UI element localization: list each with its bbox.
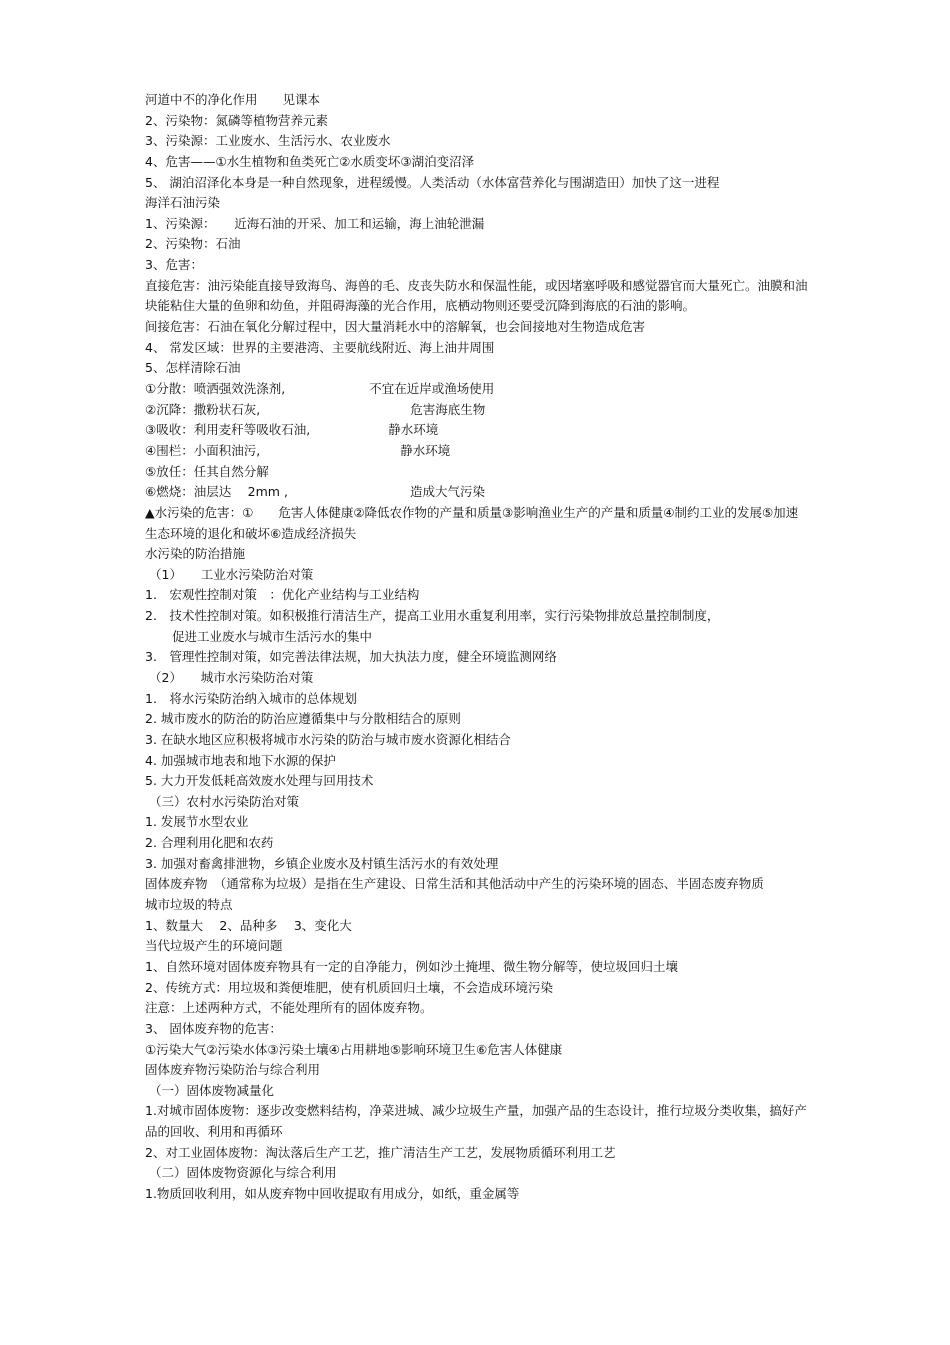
text-line bbox=[145, 255, 810, 276]
text-line bbox=[145, 1143, 810, 1164]
text-line bbox=[145, 482, 810, 503]
line-text: 固体废弃物污染防治与综合利用 bbox=[145, 1062, 321, 1078]
line-text: 4、 常发区域：世界的主要港湾、主要航线附近、海上油井周围 bbox=[145, 339, 495, 355]
line-text: 2. 城市废水的防治的防治应遵循集中与分散相结合的原则 bbox=[145, 711, 461, 727]
text-line bbox=[145, 1184, 810, 1205]
text-line bbox=[145, 503, 810, 544]
line-text: ①污染大气②污染水体③污染土壤④占用耕地⑤影响环境卫生⑥危害人体健康 bbox=[145, 1041, 563, 1057]
text-line bbox=[145, 544, 810, 565]
line-text: 1、自然环境对固体废弃物具有一定的自净能力，例如沙土掩埋、微生物分解等，使垃圾回归土壤 bbox=[145, 958, 678, 974]
line-text: 5、怎样清除石油 bbox=[145, 360, 241, 376]
text-line bbox=[145, 978, 810, 999]
line-text: 5、 湖泊沼泽化本身是一种自然现象，进程缓慢。人类活动（水体富营养化与围湖造田）加快了这一进程 bbox=[145, 174, 720, 190]
line-text: 2、传统方式：用垃圾和粪便堆肥，使有机质回归土壤，不会造成环境污染 bbox=[145, 979, 553, 995]
text-line bbox=[145, 131, 810, 152]
line-text: 1. 将水污染防治纳入城市的总体规划 bbox=[145, 690, 357, 706]
text-line bbox=[145, 585, 810, 606]
line-note: 造成大气污染 bbox=[409, 484, 485, 500]
line-text: 4. 加强城市地表和地下水源的保护 bbox=[145, 752, 336, 768]
text-line bbox=[145, 627, 810, 648]
text-line bbox=[145, 668, 810, 689]
text-line bbox=[145, 317, 810, 338]
line-text: 1. 宏观性控制对策 ：优化产业结构与工业结构 bbox=[145, 587, 420, 603]
line-text: 1.物质回收利用，如从废弃物中回收提取有用成分，如纸，重金属等 bbox=[145, 1186, 520, 1202]
line-text: 1、数量大 2、品种多 3、变化大 bbox=[145, 917, 352, 933]
text-line bbox=[145, 916, 810, 937]
text-line bbox=[145, 400, 810, 421]
text-line bbox=[145, 379, 810, 400]
line-text: 4、危害——①水生植物和鱼类死亡②水质变坏③湖泊变沼泽 bbox=[145, 153, 475, 169]
line-text: （一）固体废物减量化 bbox=[149, 1082, 275, 1098]
line-text: 3、污染源：工业废水、生活污水、农业废水 bbox=[145, 133, 391, 149]
line-text: 5. 大力开发低耗高效废水处理与回用技术 bbox=[145, 773, 374, 789]
line-text: 1.对城市固体废物：逐步改变燃料结构，净菜进城、减少垃圾生产量，加强产品的生态设计，推行垃圾分类收集，搞好产品的回收、利用和再循环 bbox=[145, 1103, 807, 1140]
text-line bbox=[145, 1163, 810, 1184]
line-text: 海洋石油污染 bbox=[145, 195, 221, 211]
line-text: 2、对工业固体废物：淘汰落后生产工艺，推广清洁生产工艺，发展物质循环利用工艺 bbox=[145, 1144, 616, 1160]
line-note: 不宜在近岸或渔场使用 bbox=[369, 381, 495, 396]
text-line bbox=[145, 998, 810, 1019]
text-line bbox=[145, 358, 810, 379]
text-line bbox=[145, 689, 810, 710]
text-line bbox=[145, 1081, 810, 1102]
text-line bbox=[145, 338, 810, 359]
line-text: 2、污染物：石油 bbox=[145, 236, 241, 252]
line-text: 促进工业废水与城市生活污水的集中 bbox=[172, 628, 373, 644]
text-line bbox=[145, 152, 810, 173]
text-line bbox=[145, 462, 810, 483]
text-line bbox=[145, 193, 810, 214]
line-text: ②沉降：撒粉状石灰, bbox=[145, 401, 261, 417]
line-text: ③吸收：利用麦秆等吸收石油, bbox=[145, 422, 311, 438]
line-text: 间接危害：石油在氧化分解过程中，因大量消耗水中的溶解氧，也会间接地对生物造成危害 bbox=[145, 319, 646, 335]
line-text: 2. 技术性控制对策。如积极推行清洁生产，提高工业用水重复利用率，实行污染物排放总量控制制度， bbox=[145, 608, 720, 624]
line-text: 3. 管理性控制对策，如完善法律法规，加大执法力度，健全环境监测网络 bbox=[145, 649, 557, 665]
text-line bbox=[145, 441, 810, 462]
text-line bbox=[145, 647, 810, 668]
line-text: 2、污染物：氮磷等植物营养元素 bbox=[145, 112, 328, 128]
line-text: 3. 加强对畜禽排泄物，乡镇企业废水及村镇生活污水的有效处理 bbox=[145, 855, 499, 871]
text-line bbox=[145, 874, 810, 895]
line-text: （1） 工业水污染防治对策 bbox=[149, 566, 314, 582]
text-line bbox=[145, 565, 810, 586]
line-text: ①分散：喷洒强效洗涤剂, bbox=[145, 381, 286, 396]
line-note: 危害海底生物 bbox=[410, 401, 486, 417]
text-line bbox=[145, 895, 810, 916]
text-line bbox=[145, 771, 810, 792]
line-text: ④围栏：小面积油污, bbox=[145, 442, 261, 458]
text-line bbox=[145, 936, 810, 957]
text-line bbox=[145, 1101, 810, 1142]
text-line bbox=[145, 420, 810, 441]
text-line bbox=[145, 854, 810, 875]
text-line bbox=[145, 751, 810, 772]
line-text: 3、危害： bbox=[145, 257, 203, 273]
text-line bbox=[145, 709, 810, 730]
line-text: （2） 城市水污染防治对策 bbox=[149, 670, 314, 685]
line-text: ⑥燃烧：油层达 2mm , bbox=[145, 484, 288, 500]
line-note: 静水环境 bbox=[388, 422, 439, 438]
line-text: 1、污染源： 近海石油的开采、加工和运输，海上油轮泄漏 bbox=[145, 215, 485, 231]
text-line bbox=[145, 111, 810, 132]
text-line bbox=[145, 173, 810, 194]
line-text: 2. 合理利用化肥和农药 bbox=[145, 835, 274, 851]
text-line bbox=[145, 792, 810, 813]
line-text: 3. 在缺水地区应积极将城市水污染的防治与城市废水资源化相结合 bbox=[145, 731, 511, 747]
line-text: 注意：上述两种方式，不能处理所有的固体废弃物。 bbox=[145, 1000, 433, 1016]
line-text: 3、 固体废弃物的危害： bbox=[145, 1020, 282, 1036]
text-line bbox=[145, 90, 810, 111]
document-page bbox=[145, 90, 810, 1205]
text-line bbox=[145, 1019, 810, 1040]
text-line bbox=[145, 957, 810, 978]
text-line bbox=[145, 214, 810, 235]
text-line bbox=[145, 606, 810, 627]
line-text: （三）农村水污染防治对策 bbox=[149, 793, 300, 809]
line-text: ▲水污染的危害：① 危害人体健康②降低农作物的产量和质量③影响渔业生产的产量和质量④制约工业的发展⑤加速生态环境的退化和破坏⑥造成经济损失 bbox=[145, 504, 799, 541]
line-text: ⑤放任：任其自然分解 bbox=[145, 463, 269, 479]
line-text: 1. 发展节水型农业 bbox=[145, 814, 249, 830]
line-text: 河道中不的净化作用 见课本 bbox=[145, 92, 321, 107]
line-text: 水污染的防治措施 bbox=[145, 546, 246, 562]
text-line bbox=[145, 812, 810, 833]
text-line bbox=[145, 234, 810, 255]
text-line bbox=[145, 1060, 810, 1081]
line-text: （二）固体废物资源化与综合利用 bbox=[149, 1165, 337, 1181]
line-text: 直接危害：油污染能直接导致海鸟、海兽的毛、皮丧失防水和保温性能，或因堵塞呼吸和感觉器官而大量死亡。油膜和油块能粘住大量的鱼卵和幼鱼，并阻碍海藻的光合作用，底栖动物则还要受沉降到海底的石油的影响。 bbox=[145, 277, 808, 314]
text-line bbox=[145, 276, 810, 317]
line-text: 当代垃圾产生的环境问题 bbox=[145, 938, 283, 954]
text-line bbox=[145, 833, 810, 854]
text-line bbox=[145, 1040, 810, 1061]
text-line bbox=[145, 730, 810, 751]
line-text: 固体废弃物 （通常称为垃圾）是指在生产建设、日常生活和其他活动中产生的污染环境的固态、半固态废弃物质 bbox=[145, 876, 764, 892]
line-text: 城市垃圾的特点 bbox=[145, 897, 233, 913]
line-note: 静水环境 bbox=[400, 442, 451, 458]
